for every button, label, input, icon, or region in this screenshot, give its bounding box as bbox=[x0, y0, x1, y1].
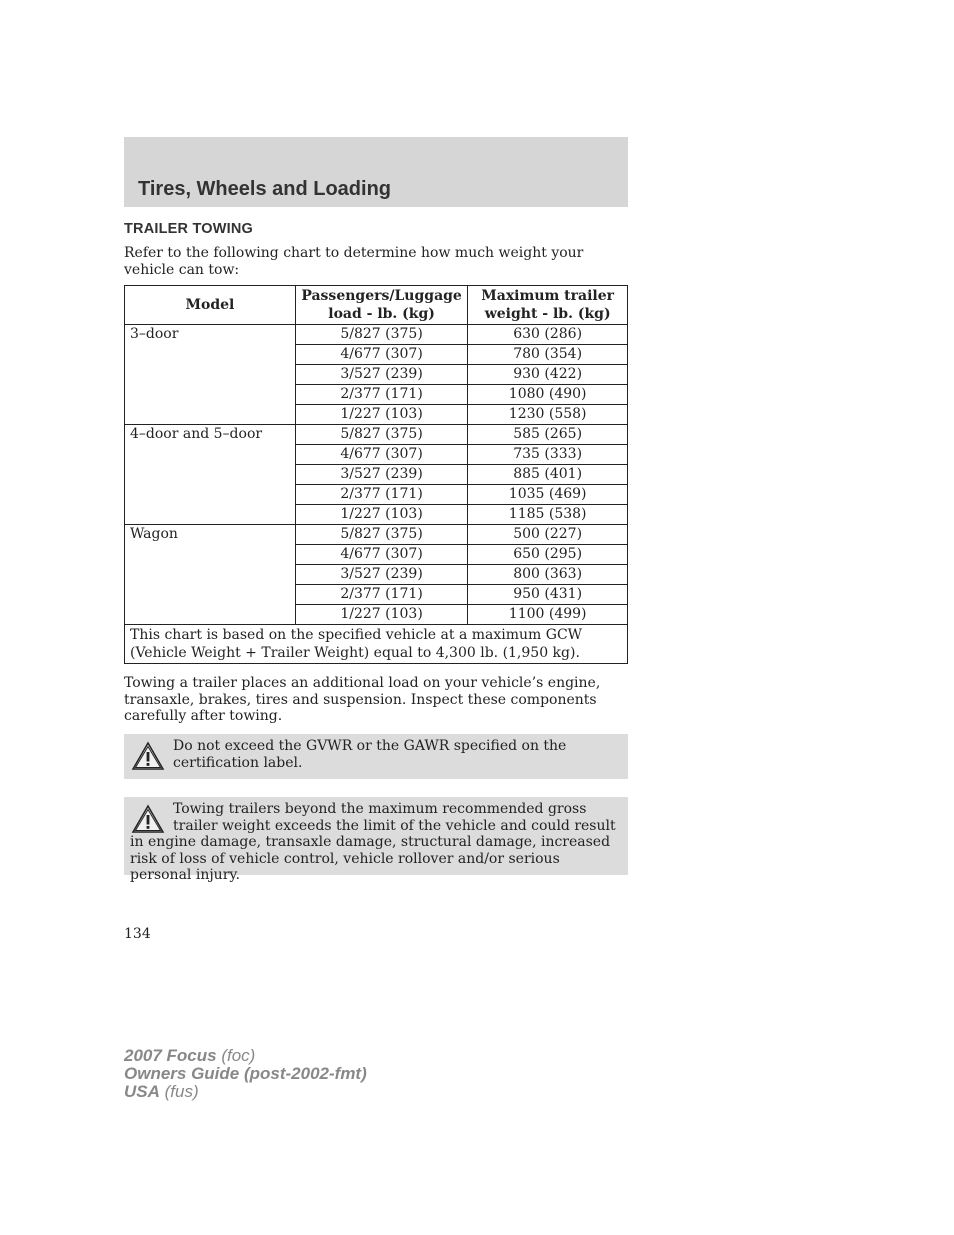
footer-guide: Owners Guide (post-2002-fmt) bbox=[124, 1064, 367, 1083]
table-row bbox=[125, 325, 628, 345]
max-trailer-weight-cell: 1080 (490) bbox=[468, 385, 628, 405]
passengers-luggage-cell: 1/227 (103) bbox=[295, 505, 467, 525]
page-title: TRAILER TOWING bbox=[124, 221, 253, 237]
table-note-row bbox=[125, 625, 628, 664]
passengers-luggage-cell: 3/527 (239) bbox=[295, 565, 467, 585]
max-trailer-weight-cell: 1230 (558) bbox=[468, 405, 628, 425]
section-header-title: Tires, Wheels and Loading bbox=[138, 178, 392, 200]
footer-market: USA bbox=[124, 1082, 160, 1101]
passengers-luggage-cell: 5/827 (375) bbox=[295, 525, 467, 545]
passengers-luggage-cell: 4/677 (307) bbox=[295, 345, 467, 365]
passengers-luggage-cell: 5/827 (375) bbox=[295, 325, 467, 345]
passengers-luggage-cell: 2/377 (171) bbox=[295, 385, 467, 405]
warning-triangle-icon bbox=[131, 804, 165, 834]
header-passengers-luggage: Passengers/Luggage load - lb. (kg) bbox=[295, 286, 467, 325]
warning-triangle-icon bbox=[131, 741, 165, 771]
max-trailer-weight-cell: 950 (431) bbox=[468, 585, 628, 605]
section-header-band bbox=[124, 137, 628, 207]
model-cell: 4–door and 5–door bbox=[125, 425, 296, 525]
max-trailer-weight-cell: 1035 (469) bbox=[468, 485, 628, 505]
towing-load-paragraph: Towing a trailer places an additional load on your vehicle’s engine, transaxle, brakes, tires and suspension. Inspect these components carefully after towing. bbox=[124, 675, 601, 724]
max-trailer-weight-cell: 930 (422) bbox=[468, 365, 628, 385]
max-trailer-weight-cell: 885 (401) bbox=[468, 465, 628, 485]
footer-market-code: (fus) bbox=[159, 1082, 199, 1101]
passengers-luggage-cell: 1/227 (103) bbox=[295, 405, 467, 425]
max-trailer-weight-cell: 735 (333) bbox=[468, 445, 628, 465]
model-cell: Wagon bbox=[125, 525, 296, 625]
table-row bbox=[125, 525, 628, 545]
passengers-luggage-cell: 4/677 (307) bbox=[295, 445, 467, 465]
passengers-luggage-cell: 5/827 (375) bbox=[295, 425, 467, 445]
max-trailer-weight-cell: 780 (354) bbox=[468, 345, 628, 365]
max-trailer-weight-cell: 630 (286) bbox=[468, 325, 628, 345]
max-trailer-weight-cell: 1185 (538) bbox=[468, 505, 628, 525]
table-header-row bbox=[125, 286, 628, 325]
towing-chart-table bbox=[124, 285, 628, 664]
header-model: Model bbox=[125, 286, 296, 325]
max-trailer-weight-cell: 585 (265) bbox=[468, 425, 628, 445]
footer-model: 2007 Focus bbox=[124, 1046, 217, 1065]
passengers-luggage-cell: 4/677 (307) bbox=[295, 545, 467, 565]
warning-box-overload bbox=[124, 797, 628, 883]
table-row bbox=[125, 425, 628, 445]
max-trailer-weight-cell: 650 (295) bbox=[468, 545, 628, 565]
model-cell: 3–door bbox=[125, 325, 296, 425]
passengers-luggage-cell: 1/227 (103) bbox=[295, 605, 467, 625]
intro-paragraph: Refer to the following chart to determine how much weight your vehicle can tow: bbox=[124, 245, 584, 278]
warning-text-overload: Towing trailers beyond the maximum recommended gross trailer weight exceeds the limit of the vehicle and could result in engine damage, transaxle damage, structural damage, increased risk of loss of vehicle control, vehicle rollover and/or serious personal injury. bbox=[130, 801, 616, 883]
document-footer bbox=[124, 1047, 367, 1101]
max-trailer-weight-cell: 800 (363) bbox=[468, 565, 628, 585]
warning-box-gvwr bbox=[124, 734, 628, 779]
max-trailer-weight-cell: 500 (227) bbox=[468, 525, 628, 545]
passengers-luggage-cell: 3/527 (239) bbox=[295, 365, 467, 385]
page-number: 134 bbox=[124, 926, 151, 942]
passengers-luggage-cell: 2/377 (171) bbox=[295, 485, 467, 505]
passengers-luggage-cell: 3/527 (239) bbox=[295, 465, 467, 485]
warning-text-gvwr: Do not exceed the GVWR or the GAWR specified on the certification label. bbox=[173, 738, 567, 771]
passengers-luggage-cell: 2/377 (171) bbox=[295, 585, 467, 605]
max-trailer-weight-cell: 1100 (499) bbox=[468, 605, 628, 625]
footer-model-code: (foc) bbox=[216, 1046, 256, 1065]
header-max-trailer-weight: Maximum trailer weight - lb. (kg) bbox=[468, 286, 628, 325]
table-note: This chart is based on the specified vehicle at a maximum GCW (Vehicle Weight + Trailer Weight) equal to 4,300 lb. (1,950 kg). bbox=[125, 625, 628, 664]
